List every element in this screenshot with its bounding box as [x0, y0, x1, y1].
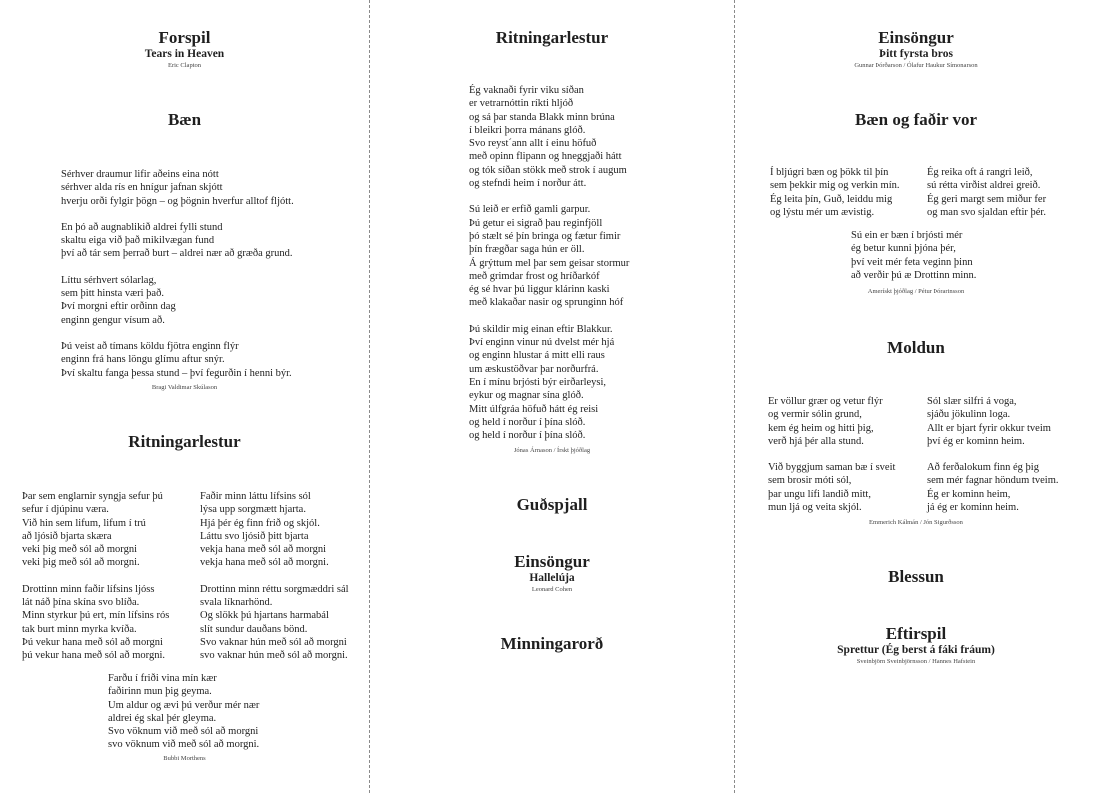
verse-line: að ljósið bjarta skæra: [22, 530, 112, 542]
verse-line: Sól slær silfri á voga,: [927, 396, 1017, 407]
verse-line: sem mér fagnar höndum tveim.: [927, 475, 1059, 487]
verse-line: Ég geri margt sem miður fer: [927, 193, 1047, 205]
section-title: Ritningarlestur: [495, 28, 609, 47]
verse-line: aldrei ég skal þér gleyma.: [108, 712, 217, 724]
verse-line: er vetrarnóttin ríkti hljóð: [469, 98, 574, 110]
verse-line: Drottinn minn réttu sorgmæddri sál: [200, 583, 349, 595]
poem-body: [770, 166, 899, 219]
verse-line: veki þig með sól að morgni.: [22, 557, 140, 569]
verse-line: Að ferðalokum finn ég þig: [927, 462, 1039, 474]
section-title: Blessun: [888, 567, 944, 586]
verse-line: þar ungu lífi landið mitt,: [768, 488, 871, 500]
verse-line: ég sé hvar þú liggur klárinn kaski: [469, 284, 610, 296]
poem-body: [200, 490, 349, 663]
verse-line: Því morgni eftir orðinn dag: [61, 301, 176, 313]
verse-line: enginn gengur vísum að.: [61, 314, 165, 326]
einsongur-section: [370, 552, 734, 594]
song-title: Þitt fyrsta bros: [879, 48, 953, 60]
verse-line: faðirinn mun þig geyma.: [108, 686, 212, 698]
verse-line: og lýstu mér um ævistig.: [770, 206, 875, 218]
verse-line: Allt er bjart fyrir okkur tveim: [927, 422, 1051, 434]
poem-body: [927, 395, 1059, 514]
verse-line: Svo vaknar hún með sól að morgni: [200, 636, 347, 648]
verse-line: vekja hana með sól að morgni.: [200, 557, 329, 569]
verse-line: Þú getur ei sigrað þau reginfjöll: [469, 217, 603, 229]
verse-line: mun ljá og veita skjól.: [768, 502, 862, 514]
verse-line: og sá þar standa Blakk minn brúna: [469, 111, 615, 123]
verse-line: Hjá þér ég finn frið og skjól.: [200, 517, 320, 529]
verse-line: og stefndi heim í norður átt.: [469, 178, 587, 190]
credit: Jónas Árnason / Írskt þjóðlag: [513, 447, 591, 454]
verse-line: Við hin sem lifum, lifum í trú: [22, 517, 146, 529]
stanza: [22, 490, 169, 570]
verse-line: Sérhver draumur lifir aðeins eina nótt: [61, 169, 219, 180]
verse-line: eykur og magnar sína glóð.: [469, 390, 584, 402]
einsongur-section: [735, 28, 1097, 70]
poem-column-left: [22, 490, 169, 663]
poem-column-left: [770, 166, 899, 219]
poem-body: [108, 672, 259, 752]
song-title: Hallelúja: [529, 572, 575, 584]
verse-line: Láttu svo ljósið þitt bjarta: [200, 530, 309, 542]
verse-line: tak burt minn myrka kvíða.: [22, 623, 137, 635]
verse-line: því ég er kominn heim.: [927, 435, 1025, 447]
poem-final-stanza: [108, 672, 259, 752]
verse-line: lýsa upp sorgmætt hjarta.: [200, 504, 306, 516]
credit: Bubbi Morthens: [163, 755, 206, 762]
verse-line: skaltu eiga við það mikilvægan fund: [61, 235, 215, 247]
credit: Gunnar Þórðarson / Ólafur Haukur Símonarson: [854, 62, 978, 69]
verse-line: sérhver alda rís en hnígur jafnan skjótt: [61, 182, 223, 194]
verse-line: En í mínu brjósti býr eirðarleysi,: [469, 376, 607, 388]
verse-line: Í bljúgri bæn og þökk til þín: [770, 167, 889, 178]
stanza: [927, 461, 1059, 514]
verse-line: Mitt úlfgráa höfuð hátt ég reisi: [469, 403, 599, 415]
verse-line: Þar sem englarnir syngja sefur þú: [22, 491, 163, 502]
credit: Emmerich Kálmán / Jón Sigurðsson: [869, 519, 963, 526]
verse-line: Faðir minn láttu lífsins sól: [200, 491, 311, 502]
section-title: Ritningarlestur: [128, 432, 241, 451]
verse-line: Því enginn vinur nú dvelst mér hjá: [469, 337, 615, 349]
verse-line: svo vöknum við með sól að morgni.: [108, 739, 260, 751]
stanza: [768, 395, 895, 448]
stanza: [61, 340, 294, 380]
poem-body: [768, 395, 895, 514]
verse-line: já ég er kominn heim.: [927, 502, 1019, 514]
verse-line: og vermir sólin grund,: [768, 409, 862, 421]
poem-blakkur: [469, 84, 629, 442]
verse-line: Líttu sérhvert sólarlag,: [61, 274, 157, 286]
verse-line: vekja hana með sól að morgni: [200, 544, 327, 556]
verse-line: Svo vöknum við með sól að morgni: [108, 726, 259, 738]
credit: Sveinbjörn Sveinbjörnsson / Hannes Hafstein: [856, 658, 976, 665]
forspil-section: [0, 28, 369, 70]
verse-line: Ég leita þín, Guð, leiddu mig: [770, 193, 893, 205]
verse-line: kem ég heim og hitti þig,: [768, 422, 874, 434]
verse-line: Þú veist að tímans köldu fjötra enginn flýr: [61, 340, 239, 352]
verse-line: Ég reika oft á rangri leið,: [927, 167, 1033, 178]
verse-line: Sú ein er bæn í brjósti mér: [851, 230, 963, 241]
verse-line: En þó að augnablikið aldrei fylli stund: [61, 221, 223, 233]
verse-line: og enginn hlustar á mitt elli raus: [469, 350, 605, 362]
verse-line: Þú skildir mig einan eftir Blakkur.: [469, 323, 613, 335]
stanza: [22, 583, 169, 663]
credit: Amerískt þjóðlag / Pétur Þórarinsson: [867, 288, 965, 295]
fold-divider-left: [369, 0, 370, 793]
verse-line: Svo reyst´ann allt í einu höfuð: [469, 138, 597, 150]
verse-line: svo vaknar hún með sól að morgni.: [200, 650, 348, 662]
poem-column-right: [200, 490, 349, 663]
verse-line: sem þitt hinsta væri það.: [61, 288, 164, 300]
poem-body: [61, 168, 294, 380]
section-title: Guðspjall: [516, 495, 588, 514]
poem-final-stanza: [851, 229, 976, 282]
poem-body: [22, 490, 169, 663]
verse-line: Er völlur grær og vetur flýr: [768, 396, 883, 407]
credit: Eric Clapton: [167, 62, 202, 69]
verse-line: Ég er kominn heim,: [927, 488, 1011, 500]
verse-line: sú rétta virðist aldrei greið.: [927, 180, 1041, 192]
verse-line: Farðu í friði vina mín kær: [108, 673, 217, 684]
section-title: Forspil: [158, 28, 211, 47]
stanza: [61, 221, 294, 261]
stanza: [61, 274, 294, 327]
stanza: [200, 490, 349, 570]
verse-line: Um aldur og ævi þú verður mér nær: [108, 699, 260, 711]
verse-line: sem brosir móti sól,: [768, 475, 852, 487]
poem-body: [927, 166, 1046, 219]
verse-line: Sú leið er erfið gamli garpur.: [469, 204, 591, 216]
verse-line: því að tár sem þerrað burt – aldrei nær að græða grund.: [61, 248, 293, 260]
verse-line: Ég vaknaði fyrir viku síðan: [469, 85, 584, 96]
verse-line: lát náð þína skína svo blíða.: [22, 597, 140, 609]
stanza: [927, 395, 1059, 448]
poem-column-left: [768, 395, 895, 514]
verse-line: svala líknarhönd.: [200, 597, 273, 609]
eftirspil-section: [735, 624, 1097, 666]
verse-line: slít sundur dauðans bönd.: [200, 623, 308, 635]
verse-line: þó stælt sé þín bringa og fætur fimir: [469, 230, 621, 242]
verse-line: með klakaðar nasir og sprunginn hóf: [469, 297, 624, 309]
section-title: Moldun: [887, 338, 945, 357]
song-title: Sprettur (Ég berst á fáki fráum): [837, 644, 995, 656]
verse-line: enginn frá hans löngu glímu aftur snýr.: [61, 354, 225, 366]
verse-line: Og slökk þú hjartans harmabál: [200, 610, 329, 622]
stanza: [469, 203, 629, 309]
section-title: Einsöngur: [878, 28, 954, 47]
poem-column-right: [927, 395, 1059, 514]
poem-body: [851, 229, 976, 282]
verse-line: Á grýttum mel þar sem geisar stormur: [469, 257, 630, 269]
verse-line: því veit mér feta veginn þinn: [851, 256, 973, 268]
stanza: [200, 583, 349, 663]
verse-line: og held í norður í þína slóð.: [469, 430, 586, 442]
verse-line: Þú vekur hana með sól að morgni: [22, 636, 163, 648]
verse-line: veki þig með sól að morgni: [22, 544, 138, 556]
verse-line: og held í norður í þína slóð.: [469, 416, 586, 428]
verse-line: hverju orði fylgir þögn – og þögnin hverfur alltof fljótt.: [61, 195, 294, 207]
verse-line: Drottinn minn faðir lífsins ljóss: [22, 583, 155, 595]
verse-line: um æskustöðvar þar norðurfrá.: [469, 363, 599, 375]
verse-line: og tók síðan stökk með strok í augum: [469, 164, 627, 176]
verse-line: og man svo sjaldan eftir þér.: [927, 206, 1046, 218]
verse-line: ég betur kunni þjóna þér,: [851, 243, 956, 255]
verse-line: í bleikri þorra mánans glóð.: [469, 124, 586, 136]
verse-line: þú vekur hana með sól að morgni.: [22, 650, 165, 662]
stanza: [768, 461, 895, 514]
verse-line: með opinn flipann og hneggjaði hátt: [469, 151, 622, 163]
poem-baen: [61, 168, 294, 380]
verse-line: Minn styrkur þú ert, mín lífsins rós: [22, 610, 170, 622]
verse-line: þín frægðar saga hún er öll.: [469, 244, 585, 256]
verse-line: sjáðu jökulinn loga.: [927, 409, 1011, 421]
verse-line: sefur í djúpinu væra.: [22, 504, 109, 516]
poem-body: [469, 84, 629, 442]
verse-line: Við byggjum saman bæ í sveit: [768, 462, 896, 474]
section-title: Eftirspil: [885, 624, 947, 643]
stanza: [469, 323, 629, 443]
verse-line: Því skaltu fanga þessa stund – því fegurðin í henni býr.: [61, 367, 292, 379]
verse-line: með grimdar frost og hríðarkóf: [469, 270, 600, 282]
section-title: Minningarorð: [500, 634, 604, 653]
verse-line: að verðir þú æ Drottinn minn.: [851, 269, 977, 281]
section-title: Bæn og faðir vor: [855, 110, 977, 129]
verse-line: sem þekkir mig og verkin mín.: [770, 180, 900, 192]
section-title: Bæn: [167, 110, 202, 129]
stanza: [469, 84, 629, 190]
stanza: [61, 168, 294, 208]
poem-column-right: [927, 166, 1046, 219]
song-title: Tears in Heaven: [144, 48, 225, 60]
verse-line: verð hjá þér alla stund.: [768, 435, 864, 447]
credit: Bragi Valdimar Skúlason: [151, 384, 218, 391]
credit: Leonard Cohen: [531, 586, 573, 593]
section-title: Einsöngur: [514, 552, 590, 571]
